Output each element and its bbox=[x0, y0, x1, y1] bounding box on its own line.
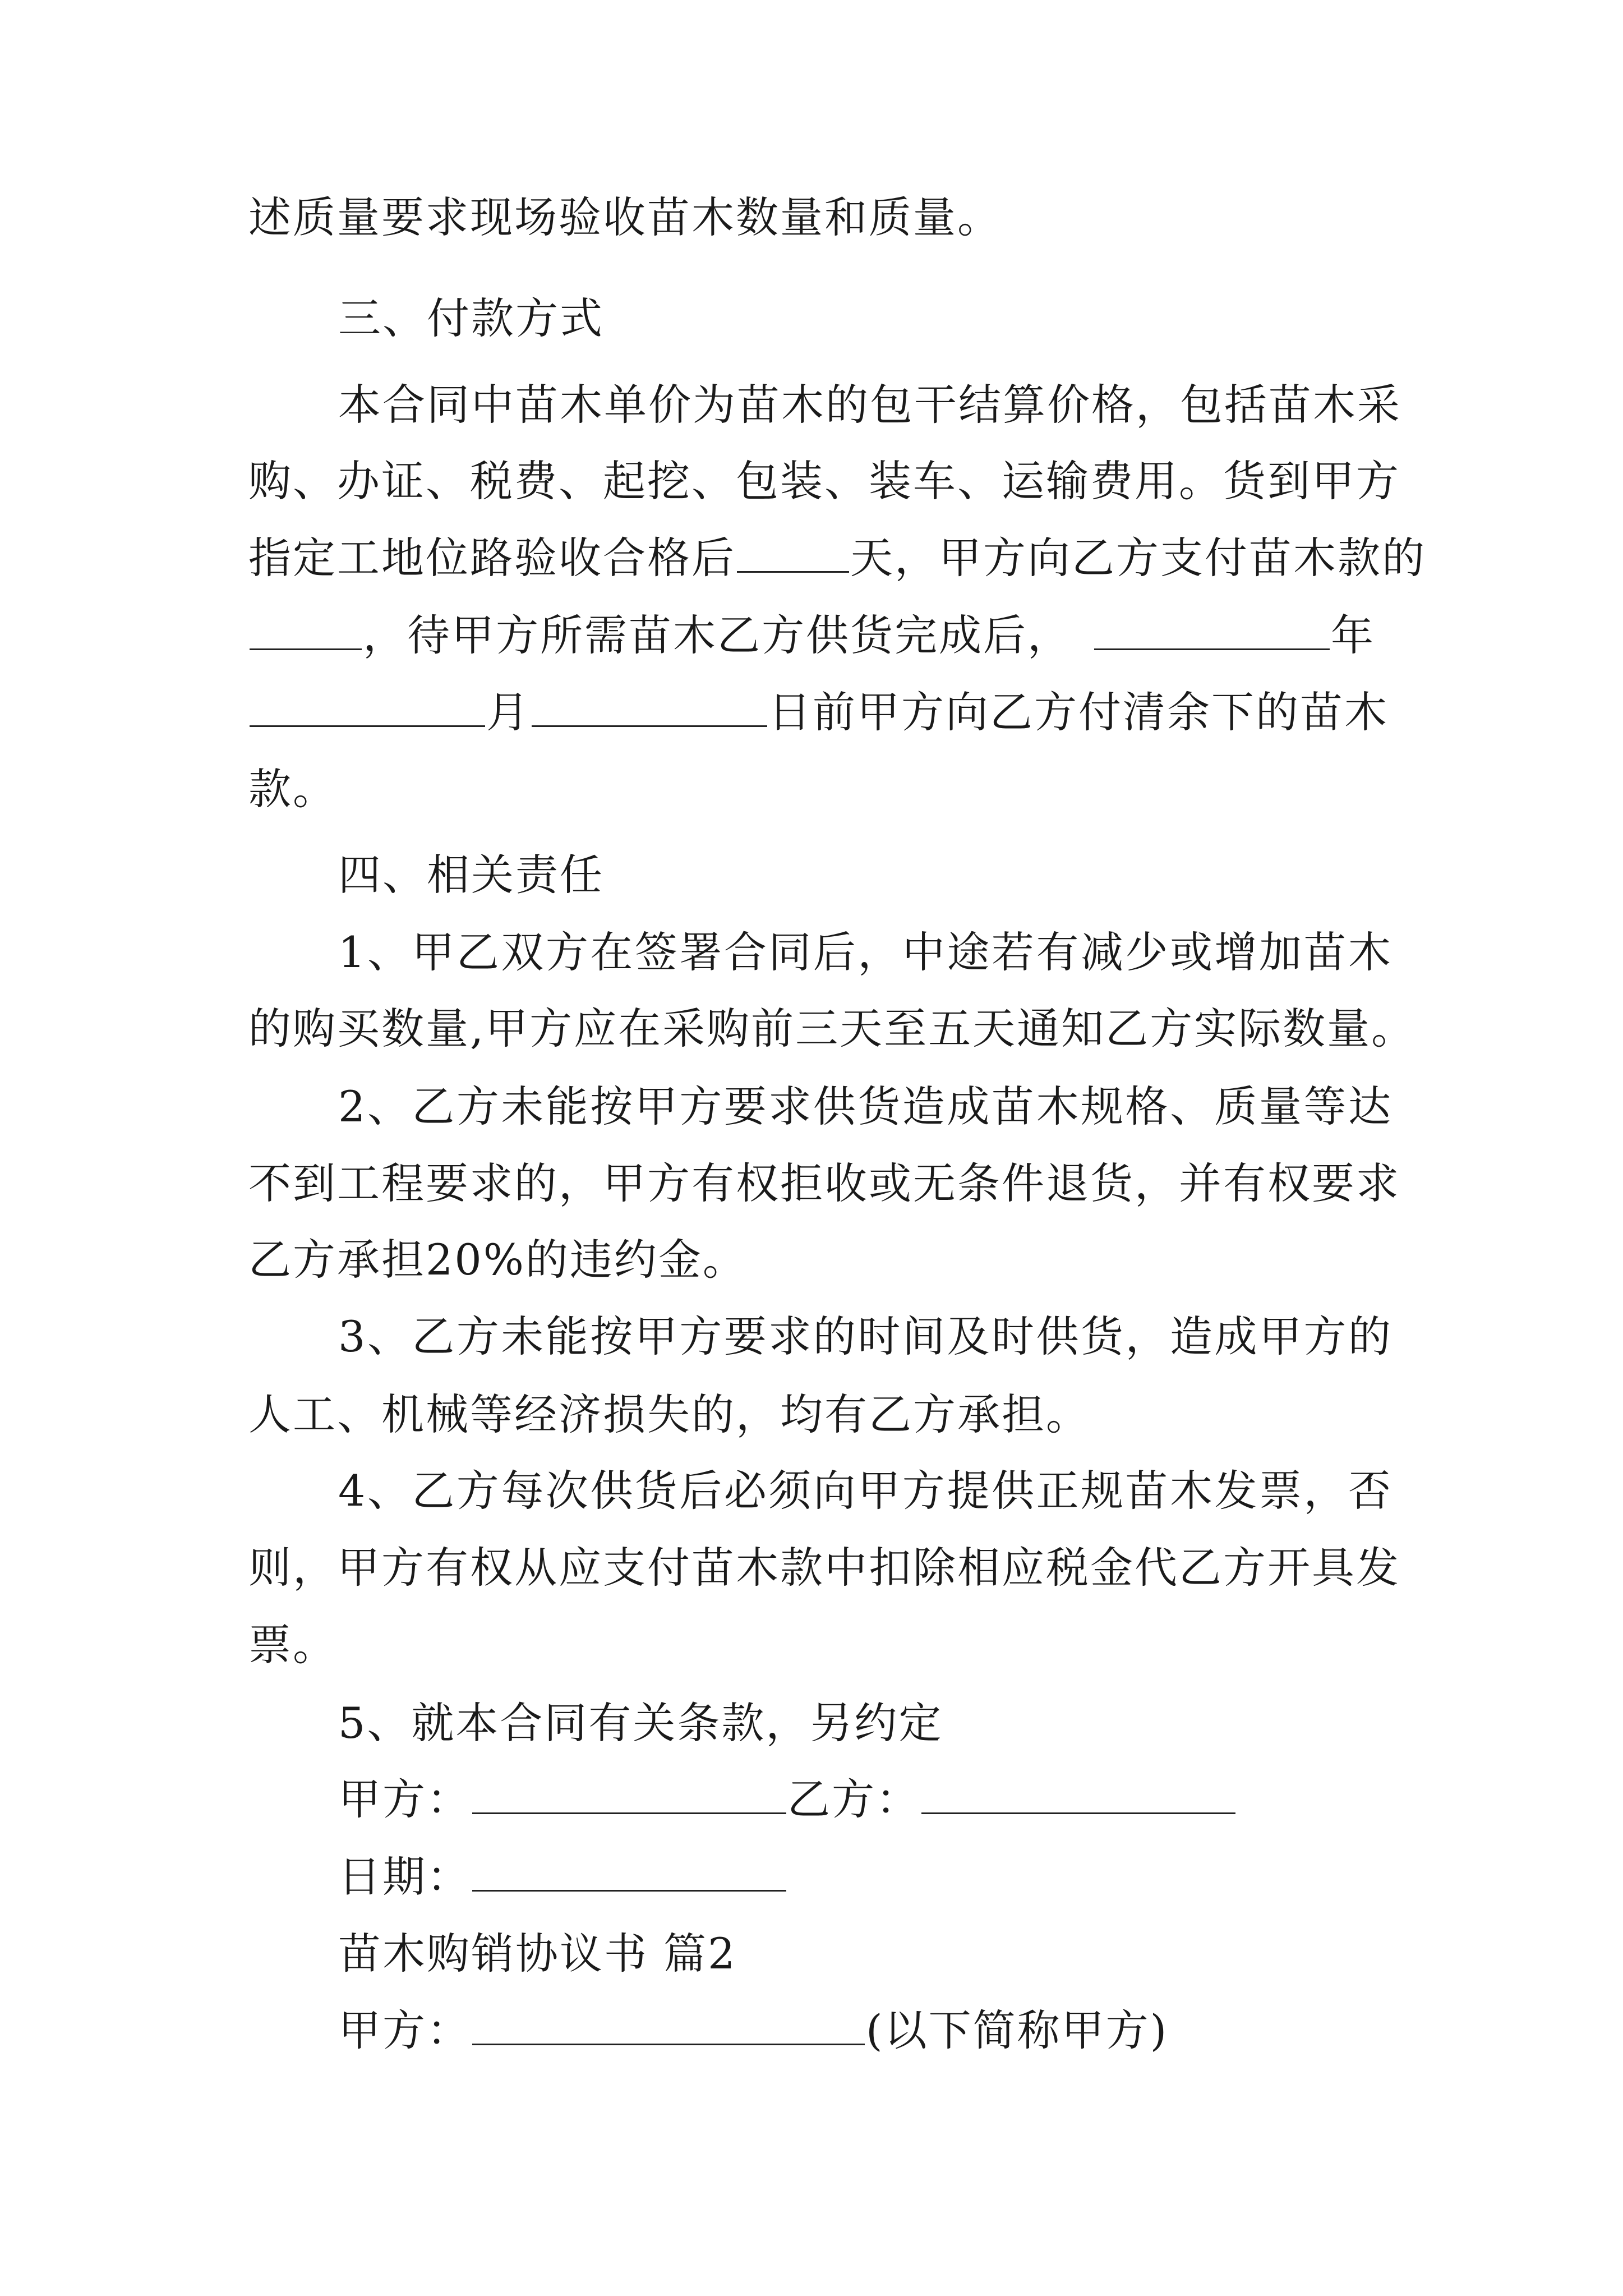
fill-in-blank-month[interactable] bbox=[250, 691, 485, 727]
text-line: 本合同中苗木单价为苗木的包干结算价格，包括苗木采 bbox=[338, 380, 1401, 430]
text-line: 3、乙方未能按甲方要求的时间及时供货，造成甲方的 bbox=[338, 1312, 1393, 1361]
text-line-with-blank bbox=[248, 530, 1426, 586]
text-line: 1、甲乙双方在签署合同后，中途若有减少或增加苗木 bbox=[338, 927, 1393, 977]
text-line: 4、乙方每次供货后必须向甲方提供正规苗木发票，否 bbox=[338, 1466, 1393, 1516]
section-heading-payment: 三、付款方式 bbox=[338, 293, 604, 343]
text-line: 述质量要求现场验收苗木数量和质量。 bbox=[248, 192, 1002, 242]
signature-line-date bbox=[338, 1849, 787, 1905]
text-line: 票。 bbox=[248, 1620, 337, 1670]
text-line: 不到工程要求的，甲方有权拒收或无条件退货，并有权要求 bbox=[248, 1158, 1400, 1208]
fill-in-blank-days[interactable] bbox=[737, 537, 849, 573]
signature-line-parties bbox=[338, 1772, 1237, 1828]
fill-in-blank-year[interactable] bbox=[1094, 614, 1330, 650]
party-a-label: 甲方： bbox=[338, 2005, 471, 2055]
text-line: 5、就本合同有关条款，另约定 bbox=[338, 1698, 943, 1748]
party-b-signature-blank[interactable] bbox=[921, 1778, 1235, 1814]
party-a-label: 甲方： bbox=[338, 1774, 471, 1824]
section-heading-responsibilities: 四、相关责任 bbox=[338, 850, 604, 900]
party-a-intro-line bbox=[338, 2003, 1168, 2059]
text-line-with-blank bbox=[248, 608, 1393, 664]
text-segment: ，待甲方所需苗木乙方供货完成后， bbox=[363, 610, 1072, 660]
party-a-name-blank[interactable] bbox=[472, 2009, 865, 2045]
text-line: 款。 bbox=[248, 764, 337, 814]
text-line: 2、乙方未能按甲方要求供货造成苗木规格、质量等达 bbox=[338, 1082, 1393, 1131]
text-line: 则，甲方有权从应支付苗木款中扣除相应税金代乙方开具发 bbox=[248, 1543, 1400, 1593]
text-segment: 指定工地位路验收合格后 bbox=[248, 533, 736, 583]
text-segment: 日前甲方向乙方付清余下的苗木 bbox=[768, 687, 1389, 737]
agreement-title: 苗木购销协议书 篇2 bbox=[338, 1929, 737, 1978]
party-b-label: 乙方： bbox=[787, 1774, 920, 1824]
date-label: 日期： bbox=[338, 1852, 471, 1902]
party-a-signature-blank[interactable] bbox=[472, 1778, 786, 1814]
text-line: 人工、机械等经济损失的，均有乙方承担。 bbox=[248, 1389, 1090, 1439]
text-segment: 月 bbox=[486, 687, 531, 737]
text-line: 乙方承担20%的违约金。 bbox=[248, 1235, 747, 1285]
text-line: 的购买数量,甲方应在采购前三天至五天通知乙方实际数量。 bbox=[248, 1004, 1416, 1053]
text-line: 购、办证、税费、起挖、包装、装车、运输费用。货到甲方 bbox=[248, 456, 1400, 506]
fill-in-blank-day[interactable] bbox=[532, 691, 767, 727]
fill-in-blank-percentage[interactable] bbox=[250, 614, 362, 650]
party-a-note: (以下简称甲方) bbox=[866, 2005, 1169, 2055]
text-line-with-blank bbox=[248, 684, 1393, 740]
text-segment: 年 bbox=[1331, 610, 1375, 660]
date-blank[interactable] bbox=[472, 1856, 786, 1892]
text-segment: 天，甲方向乙方支付苗木款的 bbox=[850, 533, 1426, 583]
